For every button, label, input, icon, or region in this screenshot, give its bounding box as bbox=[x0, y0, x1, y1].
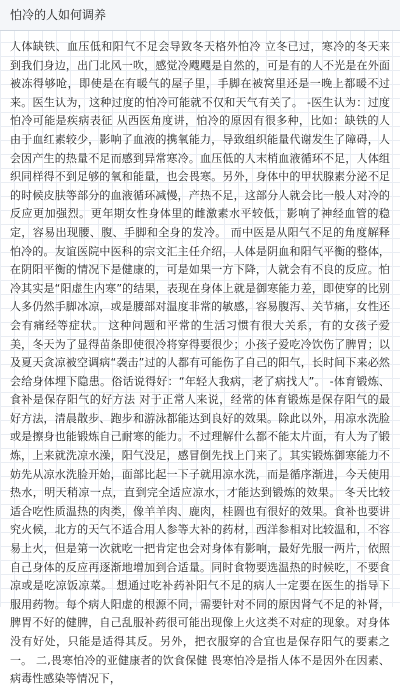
article-text: 人体缺铁、血压低和阳气不足会导致冬天格外怕冷 立冬已过，寒冷的冬天来到我们身边，出门北风一吹，感觉冷飕飕是自然的，可是有的人不光是在外面被冻得够呛，即使是在有暖气的屋子里，手脚在被窝里还是一晚上都暖不过来。医生认为，这种过度的怕冷可能就不仅和天气有关了。 -医生认为：过度怕冷可能是疾病表征 从西医角度讲，怕冷的原因有很多种，比如：缺铁的人由于血红素较少，影响了血液的携氧能力，导致组织能量代谢发生了障碍，人会因产生的热量不足而感到异常寒冷。血压低的人末梢血液循环不足，人体组织同样得不到足够的氧和能量，也会畏寒。另外，身体中的甲状腺素分泌不足的时候皮肤等部分的血液循环减慢，产热不足，这部分人就会比一般人对冷的反应更加强烈。更年期女性身体里的雌激素水平较低，影响了神经血管的稳定，容易出现腰、腹、手脚和全身的发冷。 而中医是从阳气不足的角度解释怕冷的。友谊医院中医科的宗文汇主任介绍，人体是阴血和阳气平衡的整体，在阴阳平衡的情况下是健康的，可是如果一方下降，人就会有不良的反应。怕冷其实是“阳虚生内寒”的结果，表现在身体上就是御寒能力差，即使穿的比别人多仍然手脚冰凉，或是腰部对温度非常的敏感，容易腹泻、关节痛，女性还会有痛经等症状。 这种问题和平常的生活习惯有很大关系，有的女孩子爱美，冬天为了显得苗条即使很冷将穿得要很少；小孩子爱吃冷饮伤了脾胃；以及夏天贪凉被空调病“袭击”过的人都有可能伤了自己的阳气，长时间下来必然会给身体埋下隐患。俗话说得好：“年轻人我病，老了病找人”。 -体育锻炼、食补是保存阳气的好方法 对于正常人来说，经常的体育锻炼是保存阳气的最好方法，清晨散步、跑步和游泳都能达到良好的效果。除此以外，用凉水洗脸或是擦身也能锻炼自己耐寒的能力。不过理解什么都不能太片面，有人为了锻炼，上来就洗凉水澡，阳气没足，感冒倒先找上门来了。其实锻炼御寒能力不妨先从凉水洗脸开始，面部比起一下子就用凉水洗，而是循序渐进，今天使用热水，明天稍凉一点，直到完全适应凉水，才能达到锻炼的效果。 冬天比较适合吃性质温热的肉类，像羊羊肉、鹿肉，桂圆也有很好的效果。食补也要讲究火候，北方的天气不适合用人参等大补的药材，西洋参相对比较温和，不容易上火，但是第一次就吃一把肯定也会对身体有影响，最好先服一两片，依照自己身体的反应再逐渐地增加到合适量。同时食物要选温热的时候吃，不要食凉或是吃凉饭凉菜。 想通过吃补药补阳气不足的病人一定要在医生的指导下服用药物。每个病人阳虚的根源不同，需要针对不同的原因肾气不足的补肾，脾胃不好的健脾，自己乱服补药很可能出现像上火这类不对症的现象。对身体没有好处，只能是适得其反。另外，把衣服穿的合宜也是保存阳气的要素之一。 二,畏寒怕冷的亚健康者的饮食保健 畏寒怕冷是指人体不是因外在因素、病毒性感染等情况下， bbox=[10, 40, 390, 686]
article-body bbox=[10, 38, 390, 686]
title-bar bbox=[0, 0, 400, 31]
document-title: 怕冷的人如何调养 bbox=[10, 8, 107, 22]
